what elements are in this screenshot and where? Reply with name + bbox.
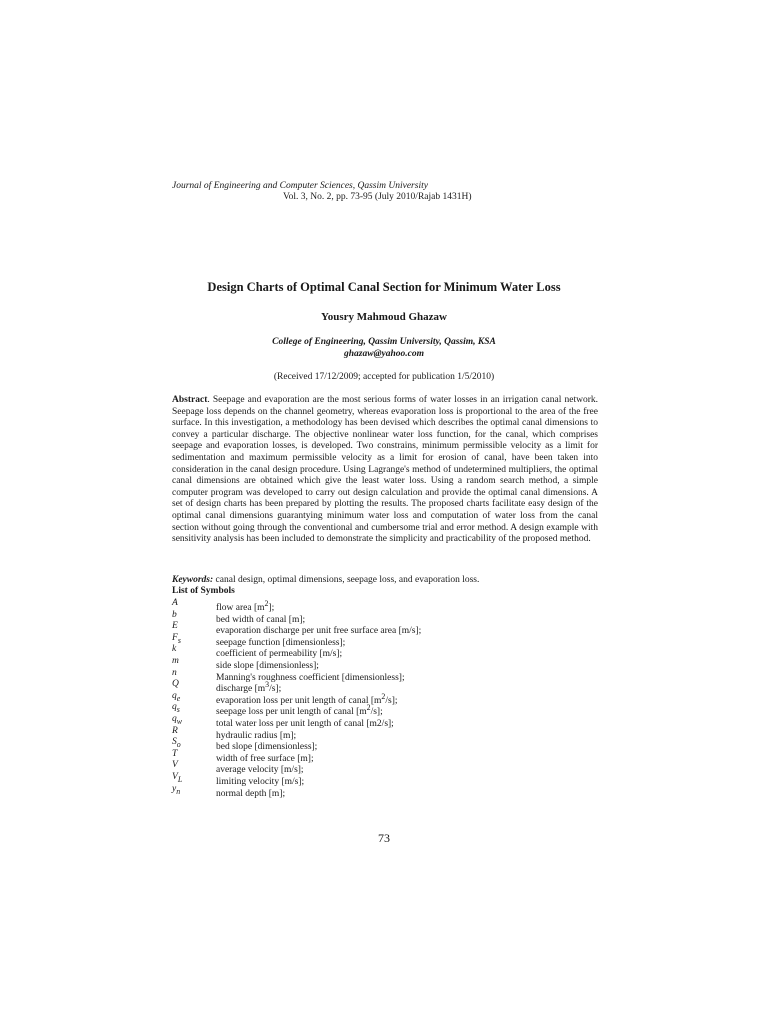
symbol-definition: flow area $[m^2]$; bbox=[216, 599, 275, 614]
symbol-definition: bed slope [dimensionless]; bbox=[216, 742, 318, 753]
symbol-definition: bed width of canal [m]; bbox=[216, 614, 306, 625]
symbol: b bbox=[172, 609, 177, 620]
symbol: $S_o$ bbox=[172, 737, 181, 750]
page-number: 73 bbox=[378, 831, 390, 845]
symbol-definition: limiting velocity [m/s]; bbox=[216, 777, 305, 788]
symbol-definition: seepage loss per unit length of canal $[m^2/s]$; bbox=[216, 703, 383, 718]
received-dates: (Received 17/12/2009; accepted for publication 1/5/2010) bbox=[273, 372, 495, 382]
symbol-definition: total water loss per unit length of canal [m2/s]; bbox=[216, 719, 394, 730]
author-email: ghazaw@yahoo.com bbox=[344, 349, 424, 359]
abstract bbox=[172, 395, 598, 546]
symbol-definition: discharge $[m^3/s]$; bbox=[216, 680, 282, 695]
symbol: $q_e$ bbox=[172, 690, 181, 703]
symbols-heading: List of Symbols bbox=[172, 586, 235, 596]
symbol-definition: evaporation discharge per unit free surface area [m/s]; bbox=[216, 626, 422, 637]
journal-volume: Vol. 3, No. 2, pp. 73-95 (July 2010/Rajab 1431H) bbox=[283, 192, 472, 202]
symbol: m bbox=[172, 655, 179, 666]
symbol: Q bbox=[172, 679, 179, 690]
symbol: $V_L$ bbox=[172, 771, 183, 784]
symbol: A bbox=[172, 598, 178, 608]
keywords-text: canal design, optimal dimensions, seepage loss, and evaporation loss. bbox=[213, 575, 480, 585]
author-name: Yousry Mahmoud Ghazaw bbox=[321, 311, 447, 323]
symbol-definition: side slope [dimensionless]; bbox=[216, 661, 319, 672]
symbol-definition: coefficient of permeability [m/s]; bbox=[216, 649, 343, 660]
keywords bbox=[172, 575, 612, 587]
symbol: V bbox=[172, 760, 178, 771]
symbol: R bbox=[172, 725, 178, 736]
symbol: $F_s$ bbox=[172, 632, 181, 645]
affiliation: College of Engineering, Qassim University, Qassim, KSA bbox=[272, 337, 496, 347]
symbol-definition: seepage function [dimensionless]; bbox=[216, 637, 346, 648]
symbol: E bbox=[172, 621, 178, 632]
symbol: $q_w$ bbox=[172, 713, 183, 726]
symbol-definition: hydraulic radius [m]; bbox=[216, 730, 297, 741]
symbol-definition: normal depth [m]; bbox=[216, 788, 286, 799]
affiliation-block bbox=[0, 336, 768, 360]
paper-title: Design Charts of Optimal Canal Section for Minimum Water Loss bbox=[207, 280, 561, 294]
symbol-definition: average velocity [m/s]; bbox=[216, 765, 304, 776]
symbol: $q_s$ bbox=[172, 702, 180, 715]
keywords-label: Keywords: bbox=[172, 575, 214, 585]
symbol: T bbox=[172, 748, 178, 759]
journal-name: Journal of Engineering and Computer Sciences, Qassim University bbox=[172, 181, 428, 191]
abstract-text: . Seepage and evaporation are the most serious forms of water losses in an irrigation canal network. Seepage loss depends on the channel geometry, whereas evaporation loss is proportional to the area of the free surface. In this investigation, a methodology has been devised which describes the optimal canal dimensions to convey a particular discharge. The objective nonlinear water loss function, for the canal, which comprises seepage and evaporation losses, is developed. Two constrains, minimum permissible velocity as a limit for sedimentation and maximum permissible velocity as a limit for erosion of canal, have been taken into consideration in the canal design procedure. Using Lagrange's method of undetermined multipliers, the optimal canal dimensions are obtained which give the least water loss. Using a random search method, a simple computer program was developed to carry out design calculation and provide the optimal canal dimensions. A set of design charts has been prepared by plotting the results. The proposed charts facilitate easy design of the optimal canal dimensions guarantying minimum water loss and computation of water loss from the canal section without going through the conventional and cumbersome trial and error method. A design example with sensitivity analysis has been included to demonstrate the simplicity and practicability of the proposed method. bbox=[172, 395, 598, 545]
abstract-label: Abstract bbox=[172, 395, 208, 405]
symbol: $y_n$ bbox=[172, 783, 181, 796]
symbol-definition: width of free surface [m]; bbox=[216, 753, 314, 764]
symbol-definition: evaporation loss per unit length of canal $[m^2/s]$; bbox=[216, 691, 398, 706]
symbol: k bbox=[172, 644, 177, 655]
symbol: n bbox=[172, 667, 177, 678]
symbol-definition: Manning's roughness coefficient [dimensionless]; bbox=[216, 672, 405, 683]
